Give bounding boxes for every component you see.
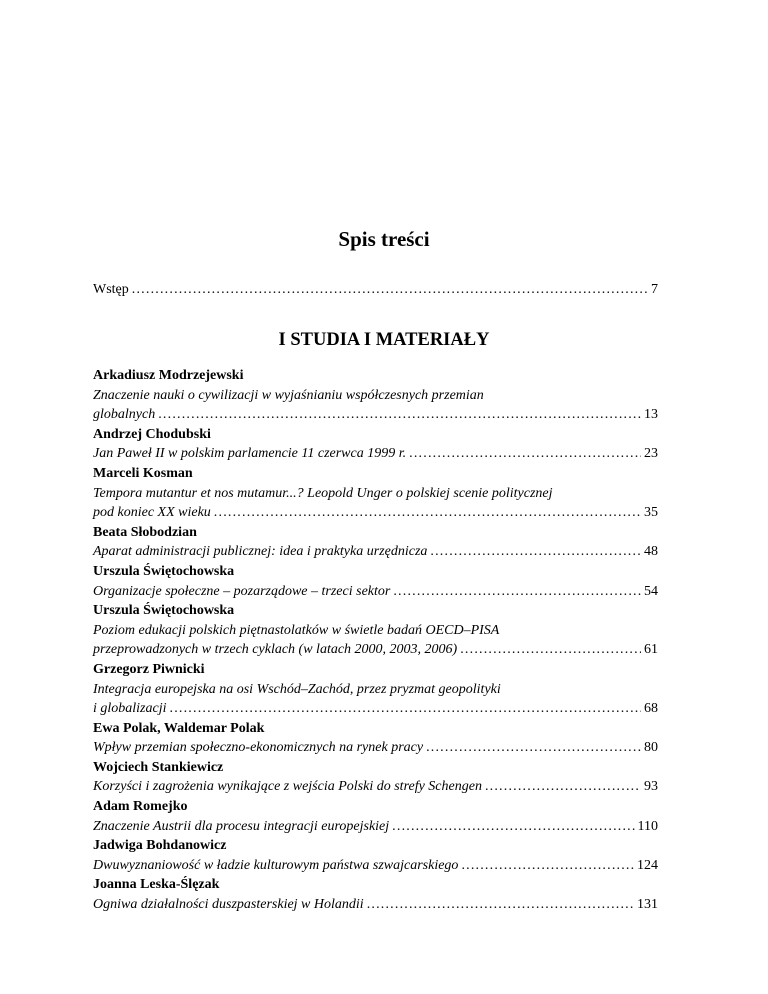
entry-author: Marceli Kosman	[93, 465, 193, 481]
entry-title-text: Wpływ przemian społeczno-ekonomicznych na rynek pracy	[93, 740, 424, 756]
table-of-contents	[93, 366, 658, 915]
entry-last-line	[93, 542, 658, 562]
entry-last-line	[93, 640, 658, 660]
entry-last-line	[93, 777, 658, 797]
entry-title-line: Poziom edukacji polskich piętnastolatków w świetle badań OECD–PISA	[93, 622, 500, 638]
entry-author: Joanna Leska-Ślęzak	[93, 877, 220, 893]
intro-entry[interactable]	[93, 280, 658, 299]
entry-page-number: 13	[644, 407, 658, 423]
entry-author: Grzegorz Piwnicki	[93, 661, 205, 677]
entry-title-text: i globalizacji	[93, 701, 167, 717]
entry-page-number: 68	[644, 701, 658, 717]
entry-author: Wojciech Stankiewicz	[93, 759, 224, 775]
entry-title-text: Ogniwa działalności duszpasterskiej w Holandii	[93, 897, 364, 913]
entry-page-number: 48	[644, 544, 658, 560]
entry-title-line: Tempora mutantur et nos mutamur...? Leopold Unger o polskiej scenie politycznej	[93, 485, 553, 501]
entry-last-line	[93, 817, 658, 837]
dot-leader	[485, 777, 641, 797]
entry-page-number: 54	[644, 583, 658, 599]
entry-page-number: 23	[644, 446, 658, 462]
entry-last-line	[93, 738, 658, 758]
entry-title-text: przeprowadzonych w trzech cyklach (w latach 2000, 2003, 2006)	[93, 642, 458, 658]
dot-leader	[393, 582, 641, 602]
entry-author: Andrzej Chodubski	[93, 426, 211, 442]
entry-last-line	[93, 405, 658, 425]
toc-entry[interactable]	[93, 875, 658, 914]
intro-page-number: 7	[651, 282, 658, 297]
dot-leader	[461, 856, 634, 876]
entry-page-number: 110	[637, 818, 658, 834]
toc-entry[interactable]	[93, 836, 658, 875]
dot-leader	[409, 444, 641, 464]
dot-leader	[158, 405, 641, 425]
toc-entry[interactable]	[93, 797, 658, 836]
toc-entry[interactable]	[93, 366, 658, 425]
entry-last-line	[93, 856, 658, 876]
entry-author: Ewa Polak, Waldemar Polak	[93, 720, 265, 736]
entry-author: Arkadiusz Modrzejewski	[93, 368, 244, 383]
toc-entry[interactable]	[93, 562, 658, 601]
entry-page-number: 124	[637, 857, 658, 873]
entry-author: Beata Słobodzian	[93, 524, 197, 540]
entry-title-line: Integracja europejska na osi Wschód–Zachód, przez pryzmat geopolityki	[93, 681, 501, 697]
dot-leader	[430, 542, 641, 562]
toc-entry[interactable]	[93, 601, 658, 660]
dot-leader	[214, 503, 641, 523]
toc-entry[interactable]	[93, 464, 658, 523]
entry-author: Adam Romejko	[93, 799, 188, 815]
section-title: I STUDIA I MATERIAŁY	[278, 330, 490, 350]
entry-title-text: Aparat administracji publicznej: idea i praktyka urzędnicza	[93, 544, 428, 560]
entry-title-text: globalnych	[93, 407, 156, 423]
dot-leader	[426, 738, 641, 758]
entry-title-text: Jan Paweł II w polskim parlamencie 11 czerwca 1999 r.	[93, 446, 407, 462]
dot-leader	[132, 280, 648, 299]
entry-last-line	[93, 699, 658, 719]
entry-page-number: 35	[644, 505, 658, 521]
dot-leader	[367, 895, 634, 915]
entry-title-text: Dwuwyznaniowość w ładzie kulturowym państwa szwajcarskiego	[93, 857, 459, 873]
toc-entry[interactable]	[93, 523, 658, 562]
toc-entry[interactable]	[93, 758, 658, 797]
entry-author: Urszula Świętochowska	[93, 563, 235, 579]
dot-leader	[392, 817, 634, 837]
entry-last-line	[93, 503, 658, 523]
entry-page-number: 61	[644, 642, 658, 658]
entry-last-line	[93, 582, 658, 602]
intro-label: Wstęp	[93, 282, 129, 297]
entry-title-text: Korzyści i zagrożenia wynikające z wejścia Polski do strefy Schengen	[93, 779, 482, 795]
entry-last-line	[93, 444, 658, 464]
entry-title-text: Znaczenie Austrii dla procesu integracji europejskiej	[93, 818, 390, 834]
entry-page-number: 80	[644, 740, 658, 756]
entry-title-text: pod koniec XX wieku	[93, 505, 211, 521]
entry-title-text: Organizacje społeczne – pozarządowe – trzeci sektor	[93, 583, 391, 599]
dot-leader	[170, 699, 642, 719]
dot-leader	[460, 640, 641, 660]
toc-entry[interactable]	[93, 719, 658, 758]
entry-page-number: 93	[644, 779, 658, 795]
toc-entry[interactable]	[93, 425, 658, 464]
entry-page-number: 131	[637, 897, 658, 913]
entry-author: Jadwiga Bohdanowicz	[93, 838, 227, 854]
intro-line	[93, 280, 658, 299]
toc-entry[interactable]	[93, 660, 658, 719]
page-title: Spis treści	[338, 227, 430, 251]
entry-last-line	[93, 895, 658, 915]
entry-author: Urszula Świętochowska	[93, 603, 235, 619]
entry-title-line: Znaczenie nauki o cywilizacji w wyjaśnianiu współczesnych przemian	[93, 387, 484, 403]
